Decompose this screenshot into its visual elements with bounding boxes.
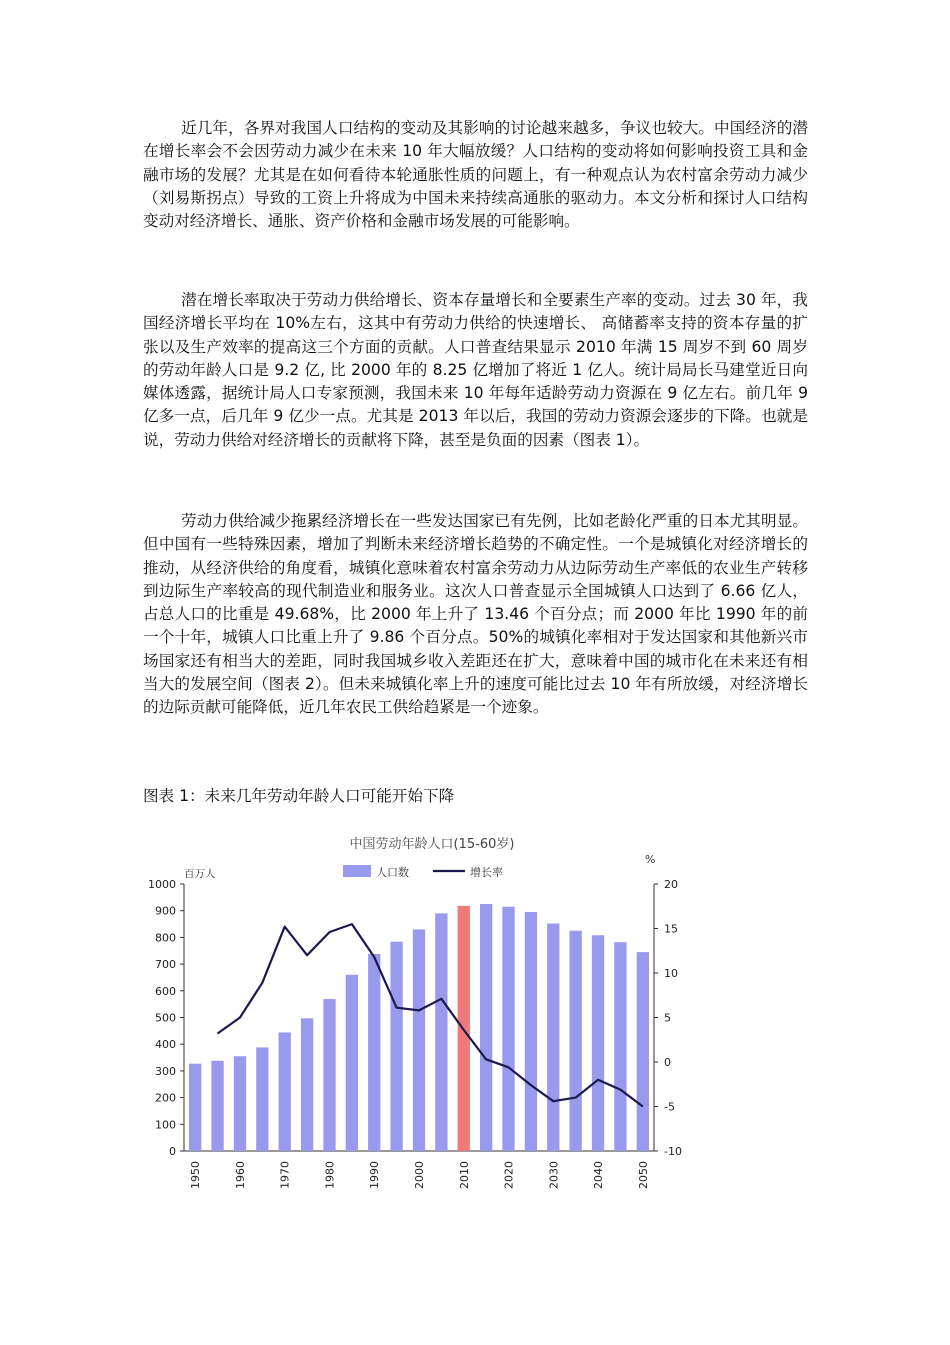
bar-1990	[368, 954, 380, 1151]
left-tick-label: 500	[155, 1011, 176, 1025]
x-tick-label-2000: 2000	[413, 1161, 426, 1189]
bar-2000	[413, 929, 425, 1151]
legend-line-label: 增长率	[470, 866, 503, 879]
labor-population-chart	[140, 826, 700, 1206]
left-tick-label: 900	[155, 904, 176, 918]
left-tick-label: 100	[155, 1118, 176, 1132]
left-tick-label: 200	[155, 1091, 176, 1105]
right-tick-label: -5	[664, 1100, 675, 1114]
paragraph-3: 劳动力供给减少拖累经济增长在一些发达国家已有先例，比如老龄化严重的日本尤其明显。但中国有一些特殊因素，增加了判断未来经济增长趋势的不确定性。一个是城镇化对经济增长的推动，从经济供给的角度看，城镇化意味着农村富余劳动力从边际劳动生产率低的农业生产转移到边际生产率较高的现代制造业和服务业。这次人口普查显示全国城镇人口达到了 6.66 亿人，占总人口的比重是 49.68%，比 2000 年上升了 13.46 个百分点；而 2000 年比 1990 年的前一个十年，城镇人口比重上升了 9.86 个百分点。50%的城镇化率相对于发达国家和其他新兴市场国家还有相当大的差距，同时我国城乡收入差距还在扩大，意味着中国的城市化在未来还有相当大的发展空间（图表 2）。但未来城镇化率上升的速度可能比过去 10 年有所放缓，对经济增长的边际贡献可能降低，近几年农民工供给趋紧是一个迹象。	[143, 512, 808, 717]
bar-2035	[570, 931, 582, 1151]
bar-1960	[234, 1056, 246, 1151]
x-tick-label-2010: 2010	[457, 1161, 471, 1189]
left-tick-label: 300	[155, 1064, 176, 1078]
chart-plot-area	[148, 878, 682, 1189]
right-tick-label: 5	[664, 1011, 671, 1025]
bar-2040	[592, 935, 604, 1151]
bar-2015	[480, 904, 492, 1151]
x-tick-label-2050: 2050	[636, 1161, 650, 1189]
left-tick-label: 400	[155, 1038, 176, 1052]
bar-1965	[256, 1047, 268, 1151]
left-tick-label: 800	[155, 931, 176, 945]
x-tick-label-1950: 1950	[189, 1161, 203, 1189]
chart-title: 中国劳动年龄人口(15-60岁)	[349, 837, 515, 852]
bar-2030	[547, 924, 559, 1151]
right-tick-label: 20	[664, 878, 678, 891]
bar-1975	[301, 1018, 313, 1151]
right-tick-label: -10	[664, 1145, 682, 1158]
legend-bar-swatch	[343, 865, 371, 877]
bar-2025	[525, 912, 537, 1151]
right-tick-label: 10	[664, 967, 678, 980]
left-tick-label: 0	[169, 1145, 176, 1158]
left-tick-label: 600	[155, 984, 176, 998]
bar-1995	[390, 942, 402, 1151]
x-tick-label-1960: 1960	[233, 1161, 247, 1189]
x-tick-label-2020: 2020	[502, 1161, 516, 1189]
bar-2045	[614, 942, 626, 1151]
x-tick-label-2030: 2030	[547, 1161, 561, 1189]
bar-1970	[279, 1032, 291, 1151]
left-tick-label: 1000	[148, 878, 176, 891]
right-tick-label: 0	[664, 1056, 671, 1069]
x-tick-label-1970: 1970	[278, 1161, 292, 1189]
right-axis-unit: %	[645, 853, 656, 866]
left-tick-label: 700	[155, 958, 176, 972]
x-tick-label-2040: 2040	[592, 1161, 606, 1189]
paragraph-1: 近几年，各界对我国人口结构的变动及其影响的讨论越来越多，争议也较大。中国经济的潜在增长率会不会因劳动力减少在未来 10 年大幅放缓？人口结构的变动将如何影响投资工具和金融市场的发展？尤其是在如何看待本轮通胀性质的问题上，有一种观点认为农村富余劳动力减少（刘易斯拐点）导致的工资上升将成为中国未来持续高通胀的驱动力。本文分析和探讨人口结构变动对经济增长、通胀、资产价格和金融市场发展的可能影响。	[143, 119, 808, 231]
x-tick-label-1990: 1990	[368, 1161, 382, 1189]
paragraph-2: 潜在增长率取决于劳动力供给增长、资本存量增长和全要素生产率的变动。过去 30 年，我国经济增长平均在 10%左右，这其中有劳动力供给的快速增长、 高储蓄率支持的资本存量的扩张以及生产效率的提高这三个方面的贡献。人口普查结果显示 2010 年满 15 周岁不到 60 周岁的劳动年龄人口是 9.2 亿, 比 2000 年的 8.25 亿增加了将近 1 亿人。统计局局长马建堂近日向媒体透露，据统计局人口专家预测，我国未来 10 年每年适龄劳动力资源在 9 亿左右。前几年 9 亿多一点，后几年 9 亿少一点。尤其是 2013 年以后，我国的劳动力资源会逐步的下降。也就是说，劳动力供给对经济增长的贡献将下降，甚至是负面的因素（图表 1）。	[143, 291, 808, 449]
bar-2020	[502, 907, 514, 1151]
bar-1955	[211, 1061, 223, 1151]
bar-1980	[323, 999, 335, 1151]
bar-2050	[637, 952, 649, 1151]
bar-1950	[189, 1064, 201, 1151]
left-axis-unit: 百万人	[184, 868, 216, 880]
bar-2005	[435, 913, 447, 1151]
bar-1985	[346, 975, 358, 1151]
figure-caption: 图表 1：未来几年劳动年龄人口可能开始下降	[143, 787, 455, 805]
x-tick-label-1980: 1980	[323, 1161, 337, 1189]
legend-bar-label: 人口数	[376, 866, 409, 879]
right-tick-label: 15	[664, 922, 678, 936]
